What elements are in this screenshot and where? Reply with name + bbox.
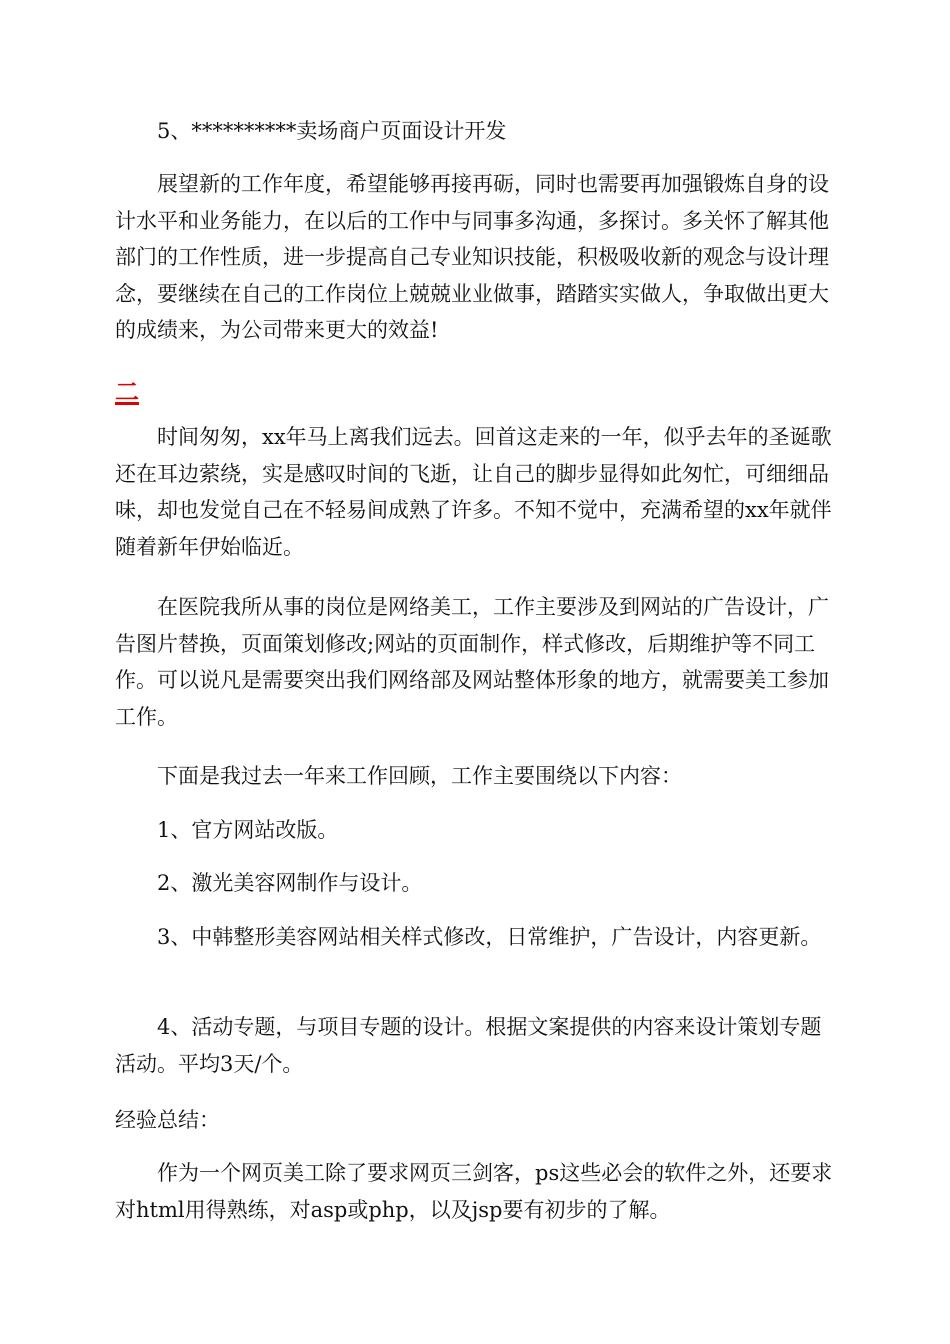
list-item-3: 3、中韩整形美容网站相关样式修改，日常维护，广告设计，内容更新。 — [157, 925, 822, 949]
paragraph-time: 时间匆匆，xx年马上离我们远去。回首这走来的一年，似乎去年的圣诞歌还在耳边萦绕，实是感叹时间的飞逝，让自己的脚步显得如此匆忙，可细细品味，却也发觉自己在不轻易间成熟了许多。不知不觉中，充满希望的xx年就伴随着新年伊始临近。 — [115, 425, 832, 559]
list-item-4: 4、活动专题，与项目专题的设计。根据文案提供的内容来设计策划专题活动。平均3天/个。 — [115, 1015, 822, 1076]
paragraph-outlook: 展望新的工作年度，希望能够再接再砺，同时也需要再加强锻炼自身的设计水平和业务能力，在以后的工作中与同事多沟通，多探讨。多关怀了解其他部门的工作性质，进一步提高自己专业知识技能，积极吸收新的观念与设计理念，要继续在自己的工作岗位上兢兢业业做事，踏踏实实做人，争取做出更大的成绩来，为公司带来更大的效益! — [115, 172, 829, 342]
paragraph-experience: 作为一个网页美工除了要求网页三剑客，ps这些必会的软件之外，还要求对html用得熟练，对asp或php，以及jsp要有初步的了解。 — [115, 1161, 833, 1222]
paragraph-position: 在医院我所从事的岗位是网络美工，工作主要涉及到网站的广告设计，广告图片替换，页面策划修改;网站的页面制作，样式修改，后期维护等不同工作。可以说凡是需要突出我们网络部及网站整体形象的地方，就需要美工参加工作。 — [115, 595, 829, 729]
section-heading: 二 — [115, 377, 139, 406]
list-item-5: 5、**********卖场商户页面设计开发 — [157, 119, 507, 143]
list-item-1: 1、官方网站改版。 — [157, 818, 339, 842]
list-item-2: 2、激光美容网制作与设计。 — [157, 871, 423, 895]
paragraph-review-intro: 下面是我过去一年来工作回顾，工作主要围绕以下内容： — [157, 764, 682, 788]
experience-summary-heading: 经验总结： — [115, 1108, 220, 1132]
